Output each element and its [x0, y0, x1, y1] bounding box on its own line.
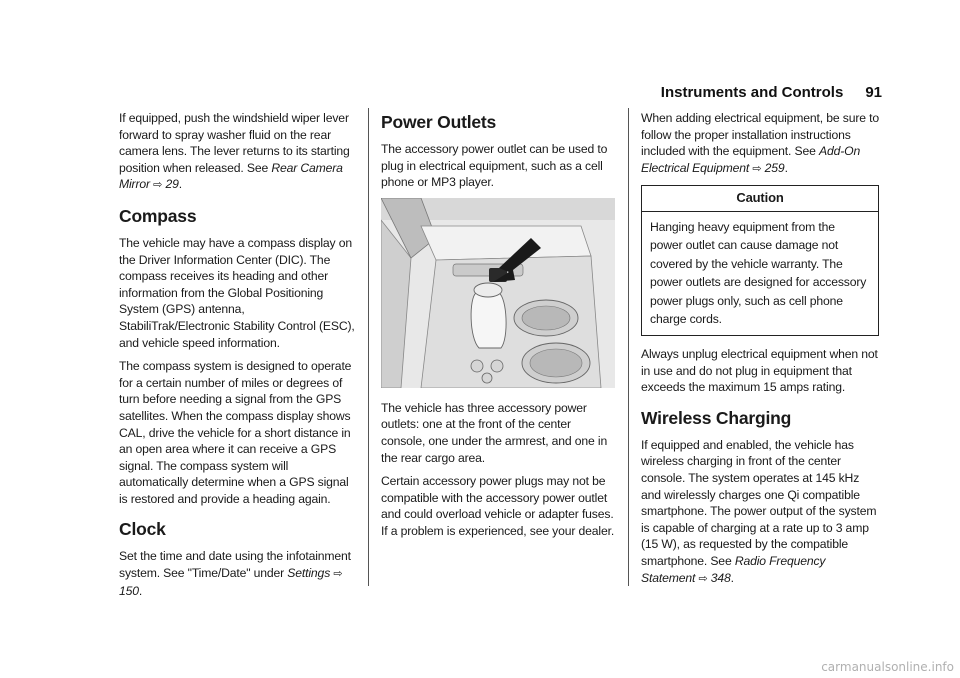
column-divider — [628, 108, 629, 586]
page-ref-arrow-icon: ⇨ — [153, 179, 163, 192]
settings-link[interactable]: Settings — [287, 566, 331, 581]
unplug-paragraph: Always unplug electrical equipment when not in use and do not plug in equipment that exceeds the maximum 15 amps rating. — [641, 346, 878, 395]
compass-paragraph-1: The vehicle may have a compass display on the Driver Information Center (DIC). The compass receives its heading and other information from the Global Positioning System (GPS) antenna, StabiliTrak/Electronic Stability Control (ESC), and vehicle speed information. — [119, 235, 355, 350]
rear-camera-mirror-link[interactable]: Rear Camera Mirror — [119, 160, 343, 192]
center-console-illustration — [381, 198, 615, 388]
page-ref-arrow-icon: ⇨ — [698, 572, 708, 585]
wireless-charging-heading: Wireless Charging — [641, 407, 792, 428]
radio-frequency-link[interactable]: Radio Frequency Statement — [641, 553, 826, 585]
caution-title: Caution — [642, 186, 878, 212]
wireless-charging-paragraph: If equipped and enabled, the vehicle has wireless charging in front of the center console. The system operates at 145 kHz and wirelessly charges one Qi compatible smartphone. The power output of the system is capable of charging at a rate up to 3 amp (15 W), as requested by the compatible smartphone. See Radio Frequency Statement ⇨ 348. — [641, 437, 877, 585]
column-divider — [368, 108, 369, 586]
power-outlets-paragraph-2: The vehicle has three accessory power outlets: one at the front of the center console, one under the armrest, and one in the rear cargo area. — [381, 400, 608, 465]
compass-paragraph-2: The compass system is designed to operate for a certain number of miles or degrees of turn before needing a signal from the GPS satellites. When the compass display shows CAL, drive the vehicle for a short distance in an open area where it can receive a GPS signal. The compass system will automatically determine when a GPS signal is restored and provide a heading again. — [119, 359, 352, 506]
power-outlets-paragraph-3: Certain accessory power plugs may not be compatible with the accessory power outlet and could overload vehicle or adapter fuses. If a problem is experienced, see your dealer. — [381, 474, 615, 538]
add-on-equipment-link[interactable]: Add-On Electrical Equipment — [641, 144, 861, 175]
compass-heading: Compass — [119, 205, 197, 226]
section-title: Instruments and Controls — [660, 84, 844, 101]
radio-frequency-page[interactable]: 348 — [710, 570, 731, 585]
power-outlets-paragraph-1: The accessory power outlet can be used to plug in electrical equipment, such as a cell phone or MP3 player. — [381, 142, 608, 190]
page-ref-arrow-icon: ⇨ — [333, 568, 343, 581]
page-ref-arrow-icon: ⇨ — [752, 162, 762, 175]
power-outlets-heading: Power Outlets — [381, 112, 497, 132]
page-header — [661, 84, 882, 101]
clock-paragraph: Set the time and date using the infotainment system. See "Time/Date" under Settings ⇨ 150. — [119, 549, 351, 598]
wiper-paragraph: If equipped, push the windshield wiper lever forward to spray washer fluid on the rear camera lens. The lever returns to its starting position when released. See Rear Camera Mirror ⇨ 29. — [119, 111, 350, 192]
column-left — [119, 110, 355, 606]
rear-camera-mirror-page[interactable]: 29 — [165, 177, 179, 192]
column-middle — [381, 110, 617, 547]
settings-page[interactable]: 150 — [119, 583, 139, 598]
column-right — [641, 110, 879, 594]
clock-heading: Clock — [119, 519, 166, 540]
page-number: 91 — [865, 84, 882, 101]
add-on-equipment-page[interactable]: 259 — [764, 160, 785, 175]
add-on-paragraph: When adding electrical equipment, be sure to follow the proper installation instructions included with the equipment. See Add-On Electrical Equipment ⇨ 259. — [641, 111, 879, 175]
caution-box — [641, 185, 879, 336]
watermark: carmanualsonline.info — [821, 660, 954, 674]
caution-body: Hanging heavy equipment from the power outlet can cause damage not covered by the vehicle warranty. The power outlets are designed for accessory power plugs only, such as cell phone charge cords. — [650, 219, 867, 327]
center-console-drawing — [381, 198, 615, 388]
